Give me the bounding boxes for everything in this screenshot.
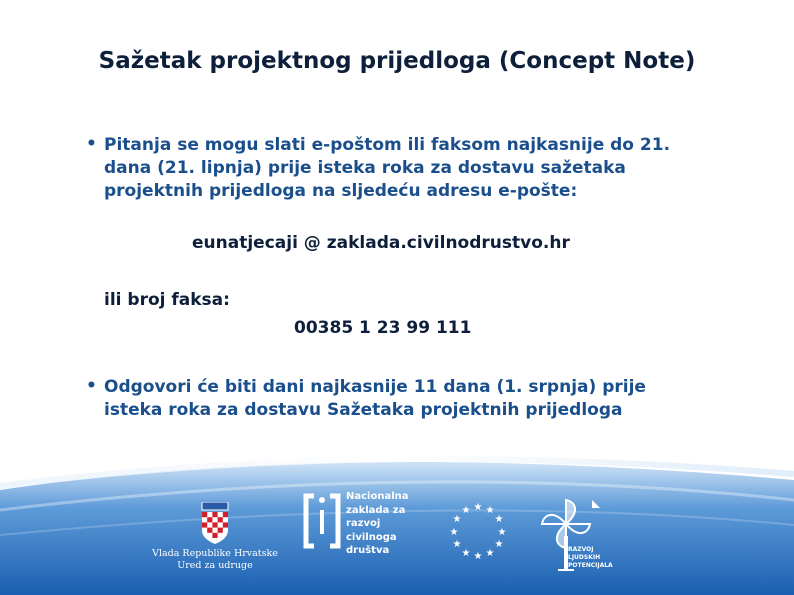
svg-text:★: ★ — [494, 514, 504, 525]
foundation-line: civilnoga — [346, 531, 397, 543]
government-logo — [150, 496, 280, 576]
bullet-line: Odgovori će biti dani najkasnije 11 dana (1. srpnja) prije — [104, 377, 646, 397]
fax-number: 00385 1 23 99 111 — [294, 318, 472, 338]
svg-text:★: ★ — [485, 548, 495, 559]
bullet-line: isteka roka za dostavu Sažetaka projektnih prijedloga — [104, 400, 623, 420]
svg-text:★: ★ — [452, 514, 462, 525]
bullet-symbol: • — [86, 134, 97, 154]
foundation-line: zaklada za — [346, 504, 406, 516]
svg-text:★: ★ — [452, 539, 462, 550]
eu-stars-icon — [446, 500, 510, 564]
svg-text:★: ★ — [461, 505, 471, 516]
foundation-line: društva — [346, 545, 390, 556]
bullet-symbol: • — [86, 376, 97, 396]
human-resources-name — [568, 546, 613, 570]
svg-text:★: ★ — [473, 551, 483, 562]
rural-line: POTENCIJALA — [568, 562, 613, 569]
government-line: Ured za udruge — [177, 560, 253, 571]
bullet-text — [104, 134, 744, 203]
foundation-logo — [302, 490, 412, 580]
bullet-line: Pitanja se mogu slati e-poštom ili faksom najkasnije do 21. — [104, 135, 671, 155]
bullet-line: dana (21. lipnja) prije isteka roka za dostavu sažetaka — [104, 158, 626, 178]
slide-title: Sažetak projektnog prijedloga (Concept Note) — [98, 48, 696, 74]
svg-text:★: ★ — [473, 502, 483, 513]
foundation-name — [346, 490, 426, 558]
human-resources-logo — [536, 494, 616, 576]
government-line: Vlada Republike Hrvatske — [152, 548, 278, 559]
rural-line: LJUDSKIH — [568, 554, 601, 561]
email-address[interactable]: eunatjecaji @ zaklada.civilnodrustvo.hr — [192, 233, 570, 253]
svg-text:★: ★ — [449, 527, 459, 538]
svg-text:★: ★ — [461, 548, 471, 559]
foundation-line: razvoj — [346, 518, 381, 529]
bracket-logo-icon — [302, 492, 342, 550]
rural-line: RAZVOJ — [568, 546, 594, 553]
fax-label: ili broj faksa: — [104, 290, 230, 310]
bullet-line: projektnih prijedloga na sljedeću adresu e-pošte: — [104, 181, 578, 201]
svg-text:★: ★ — [485, 505, 495, 516]
foundation-line: Nacionalna — [346, 491, 409, 502]
svg-text:★: ★ — [494, 539, 504, 550]
croatian-coat-of-arms-icon — [200, 502, 230, 544]
government-name — [150, 548, 280, 572]
svg-text:★: ★ — [497, 527, 507, 538]
bullet-text — [104, 376, 744, 422]
